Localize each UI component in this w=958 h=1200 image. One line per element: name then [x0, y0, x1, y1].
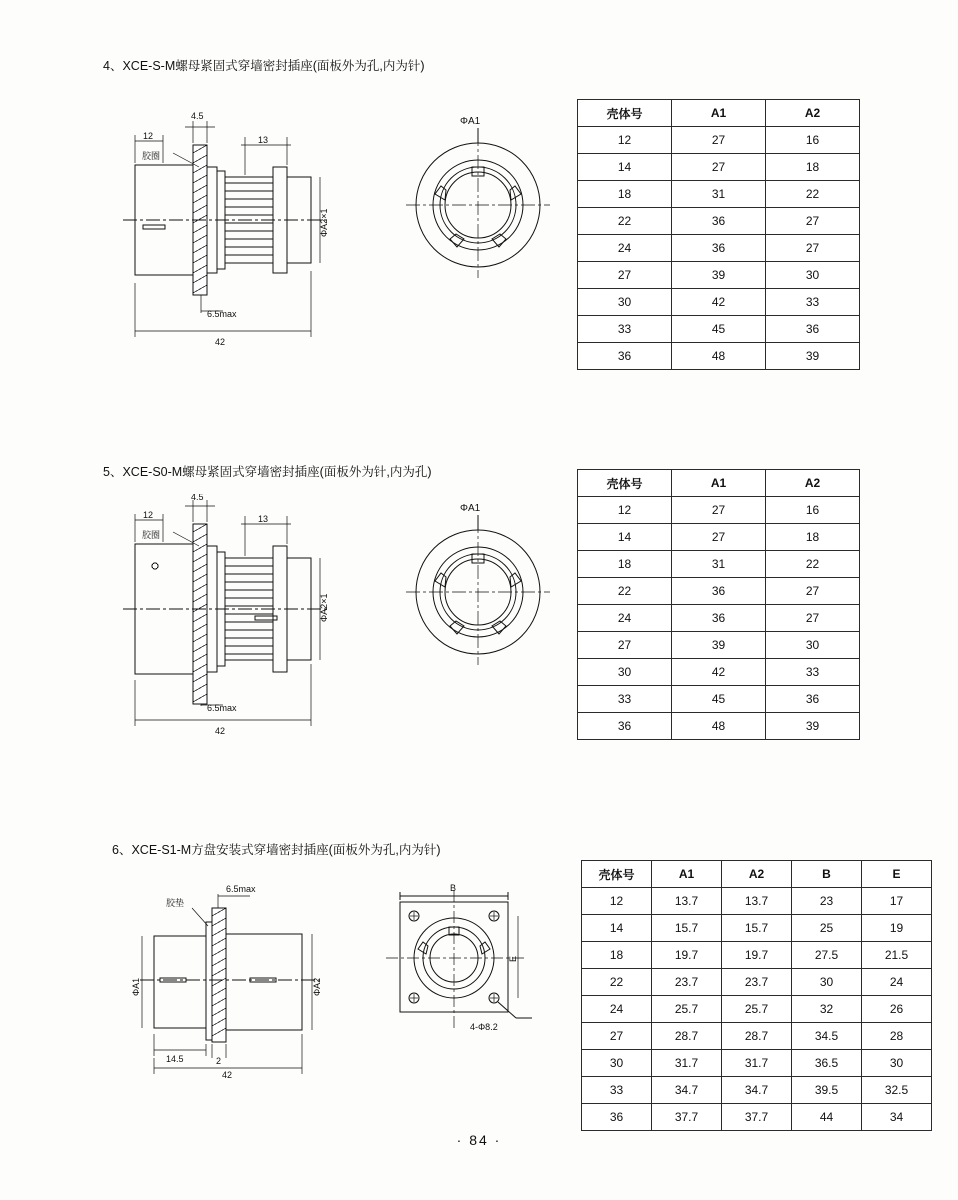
cell-shell: 33 [582, 1077, 652, 1104]
col-header-shell: 壳体号 [582, 861, 652, 888]
table-row [578, 605, 860, 632]
cell-a1: 48 [672, 343, 766, 370]
cell-b: 36.5 [792, 1050, 862, 1077]
cell-e: 24 [862, 969, 932, 996]
cell-a2: 18 [766, 154, 860, 181]
cell-e: 32.5 [862, 1077, 932, 1104]
cell-shell: 14 [582, 915, 652, 942]
cell-a2: 22 [766, 181, 860, 208]
table-row [582, 915, 932, 942]
cell-a2: 27 [766, 235, 860, 262]
col-header-a2: A2 [766, 100, 860, 127]
cell-a2: 16 [766, 497, 860, 524]
cell-a1: 27 [672, 154, 766, 181]
col-header-a1: A1 [652, 861, 722, 888]
table-row [578, 343, 860, 370]
cell-e: 26 [862, 996, 932, 1023]
page-number: · 84 · [456, 1132, 502, 1148]
table-row [582, 969, 932, 996]
cell-shell: 24 [578, 605, 672, 632]
col-header-a1: A1 [672, 100, 766, 127]
table-header-row [578, 470, 860, 497]
svg-text:13: 13 [258, 135, 269, 145]
svg-text:ΦA1: ΦA1 [131, 977, 141, 996]
table-row [582, 1023, 932, 1050]
svg-text:14.5: 14.5 [166, 1054, 184, 1064]
cell-a2: 22 [766, 551, 860, 578]
cell-a1: 45 [672, 686, 766, 713]
table-row [582, 1104, 932, 1131]
cell-e: 28 [862, 1023, 932, 1050]
cell-a2: 23.7 [722, 969, 792, 996]
cell-a2: 28.7 [722, 1023, 792, 1050]
cell-e: 19 [862, 915, 932, 942]
col-header-a2: A2 [722, 861, 792, 888]
cell-shell: 22 [578, 208, 672, 235]
section-6-title: 6、XCE-S1-M方盘安装式穿墙密封插座(面板外为孔,内为针) [112, 843, 441, 857]
table-row [578, 181, 860, 208]
cell-a2: 25.7 [722, 996, 792, 1023]
cell-a1: 34.7 [652, 1077, 722, 1104]
cell-shell: 18 [578, 181, 672, 208]
cell-shell: 33 [578, 686, 672, 713]
cell-a1: 23.7 [652, 969, 722, 996]
cell-shell: 24 [582, 996, 652, 1023]
cell-b: 32 [792, 996, 862, 1023]
cell-a1: 37.7 [652, 1104, 722, 1131]
table-row [578, 154, 860, 181]
svg-text:6.5max: 6.5max [226, 884, 256, 894]
cell-shell: 18 [582, 942, 652, 969]
cell-a1: 27 [672, 497, 766, 524]
cell-b: 44 [792, 1104, 862, 1131]
svg-text:ΦA1: ΦA1 [460, 116, 481, 127]
cell-shell: 14 [578, 154, 672, 181]
col-header-e: E [862, 861, 932, 888]
cell-a1: 36 [672, 578, 766, 605]
cell-a2: 37.7 [722, 1104, 792, 1131]
cell-shell: 33 [578, 316, 672, 343]
cell-a2: 19.7 [722, 942, 792, 969]
table-row [578, 127, 860, 154]
section-6-spec-table [581, 860, 932, 1131]
cell-shell: 27 [582, 1023, 652, 1050]
cell-a2: 27 [766, 605, 860, 632]
cell-a2: 30 [766, 262, 860, 289]
cell-a2: 15.7 [722, 915, 792, 942]
cell-a1: 31 [672, 181, 766, 208]
cell-a1: 45 [672, 316, 766, 343]
cell-a2: 39 [766, 713, 860, 740]
table-row [578, 208, 860, 235]
section-5-front-view-drawing [400, 497, 560, 677]
svg-text:13: 13 [258, 514, 269, 524]
cell-a1: 42 [672, 289, 766, 316]
section-4-front-view-drawing [400, 110, 560, 290]
col-header-shell: 壳体号 [578, 470, 672, 497]
cell-a1: 25.7 [652, 996, 722, 1023]
table-row [582, 996, 932, 1023]
svg-text:ΦA2×1: ΦA2×1 [319, 208, 329, 237]
cell-a1: 19.7 [652, 942, 722, 969]
table-row [578, 497, 860, 524]
table-row [578, 262, 860, 289]
section-5-title: 5、XCE-S0-M螺母紧固式穿墙密封插座(面板外为针,内为孔) [103, 465, 432, 479]
svg-text:胶圈: 胶圈 [142, 151, 161, 161]
col-header-a2: A2 [766, 470, 860, 497]
cell-shell: 12 [582, 888, 652, 915]
table-row [578, 632, 860, 659]
svg-text:胶垫: 胶垫 [166, 898, 185, 908]
section-4-title: 4、XCE-S-M螺母紧固式穿墙密封插座(面板外为孔,内为针) [103, 59, 425, 73]
svg-text:6.5max: 6.5max [207, 309, 237, 319]
table-header-row [578, 100, 860, 127]
cell-a1: 42 [672, 659, 766, 686]
cell-e: 34 [862, 1104, 932, 1131]
table-row [582, 1050, 932, 1077]
table-row [578, 289, 860, 316]
section-6-front-view-drawing [370, 880, 550, 1050]
cell-a1: 39 [672, 632, 766, 659]
cell-a1: 27 [672, 524, 766, 551]
col-header-a1: A1 [672, 470, 766, 497]
cell-a2: 36 [766, 316, 860, 343]
table-row [582, 1077, 932, 1104]
section-6-side-view-drawing [130, 878, 350, 1078]
svg-text:4.5: 4.5 [191, 111, 204, 121]
svg-text:42: 42 [215, 337, 226, 347]
section-4-spec-table [577, 99, 860, 370]
cell-shell: 30 [578, 289, 672, 316]
table-row [578, 551, 860, 578]
cell-a2: 18 [766, 524, 860, 551]
svg-text:2: 2 [216, 1056, 222, 1066]
cell-a1: 36 [672, 235, 766, 262]
cell-a2: 39 [766, 343, 860, 370]
cell-a1: 15.7 [652, 915, 722, 942]
svg-text:ΦA1: ΦA1 [460, 503, 481, 514]
cell-shell: 30 [582, 1050, 652, 1077]
cell-e: 30 [862, 1050, 932, 1077]
svg-text:B: B [450, 883, 457, 893]
cell-b: 39.5 [792, 1077, 862, 1104]
cell-a1: 36 [672, 605, 766, 632]
cell-shell: 27 [578, 262, 672, 289]
table-row [582, 942, 932, 969]
cell-e: 21.5 [862, 942, 932, 969]
table-row [578, 686, 860, 713]
cell-shell: 14 [578, 524, 672, 551]
section-5-spec-table [577, 469, 860, 740]
svg-text:ΦA2×1: ΦA2×1 [319, 593, 329, 622]
svg-text:4.5: 4.5 [191, 494, 204, 502]
cell-a1: 13.7 [652, 888, 722, 915]
col-header-b: B [792, 861, 862, 888]
svg-text:4-Φ8.2: 4-Φ8.2 [470, 1022, 498, 1032]
cell-a2: 34.7 [722, 1077, 792, 1104]
cell-shell: 30 [578, 659, 672, 686]
cell-shell: 22 [578, 578, 672, 605]
cell-shell: 18 [578, 551, 672, 578]
cell-shell: 36 [578, 343, 672, 370]
table-row [578, 316, 860, 343]
cell-shell: 24 [578, 235, 672, 262]
cell-a2: 30 [766, 632, 860, 659]
cell-a2: 33 [766, 289, 860, 316]
table-header-row [582, 861, 932, 888]
svg-text:6.5max: 6.5max [207, 703, 237, 713]
svg-text:42: 42 [222, 1070, 233, 1078]
cell-a2: 13.7 [722, 888, 792, 915]
cell-b: 23 [792, 888, 862, 915]
svg-text:胶圈: 胶圈 [142, 530, 161, 540]
cell-a2: 27 [766, 208, 860, 235]
cell-a1: 48 [672, 713, 766, 740]
table-row [578, 713, 860, 740]
svg-text:ΦA2: ΦA2 [312, 977, 322, 996]
cell-b: 27.5 [792, 942, 862, 969]
section-4-side-view-drawing [115, 105, 365, 360]
col-header-shell: 壳体号 [578, 100, 672, 127]
cell-e: 17 [862, 888, 932, 915]
section-5-side-view-drawing [115, 494, 365, 749]
cell-a1: 36 [672, 208, 766, 235]
svg-text:E: E [508, 955, 518, 962]
cell-a2: 33 [766, 659, 860, 686]
cell-a2: 36 [766, 686, 860, 713]
table-row [582, 888, 932, 915]
cell-shell: 12 [578, 127, 672, 154]
svg-text:12: 12 [143, 131, 154, 141]
cell-a2: 16 [766, 127, 860, 154]
cell-a2: 31.7 [722, 1050, 792, 1077]
cell-a1: 39 [672, 262, 766, 289]
cell-a1: 28.7 [652, 1023, 722, 1050]
cell-shell: 22 [582, 969, 652, 996]
svg-text:42: 42 [215, 726, 226, 736]
cell-a1: 31 [672, 551, 766, 578]
table-row [578, 659, 860, 686]
table-row [578, 578, 860, 605]
cell-b: 30 [792, 969, 862, 996]
table-row [578, 235, 860, 262]
cell-shell: 36 [582, 1104, 652, 1131]
cell-a1: 31.7 [652, 1050, 722, 1077]
cell-a1: 27 [672, 127, 766, 154]
svg-text:12: 12 [143, 510, 154, 520]
cell-b: 25 [792, 915, 862, 942]
cell-shell: 27 [578, 632, 672, 659]
table-row [578, 524, 860, 551]
cell-shell: 36 [578, 713, 672, 740]
cell-shell: 12 [578, 497, 672, 524]
cell-a2: 27 [766, 578, 860, 605]
cell-b: 34.5 [792, 1023, 862, 1050]
